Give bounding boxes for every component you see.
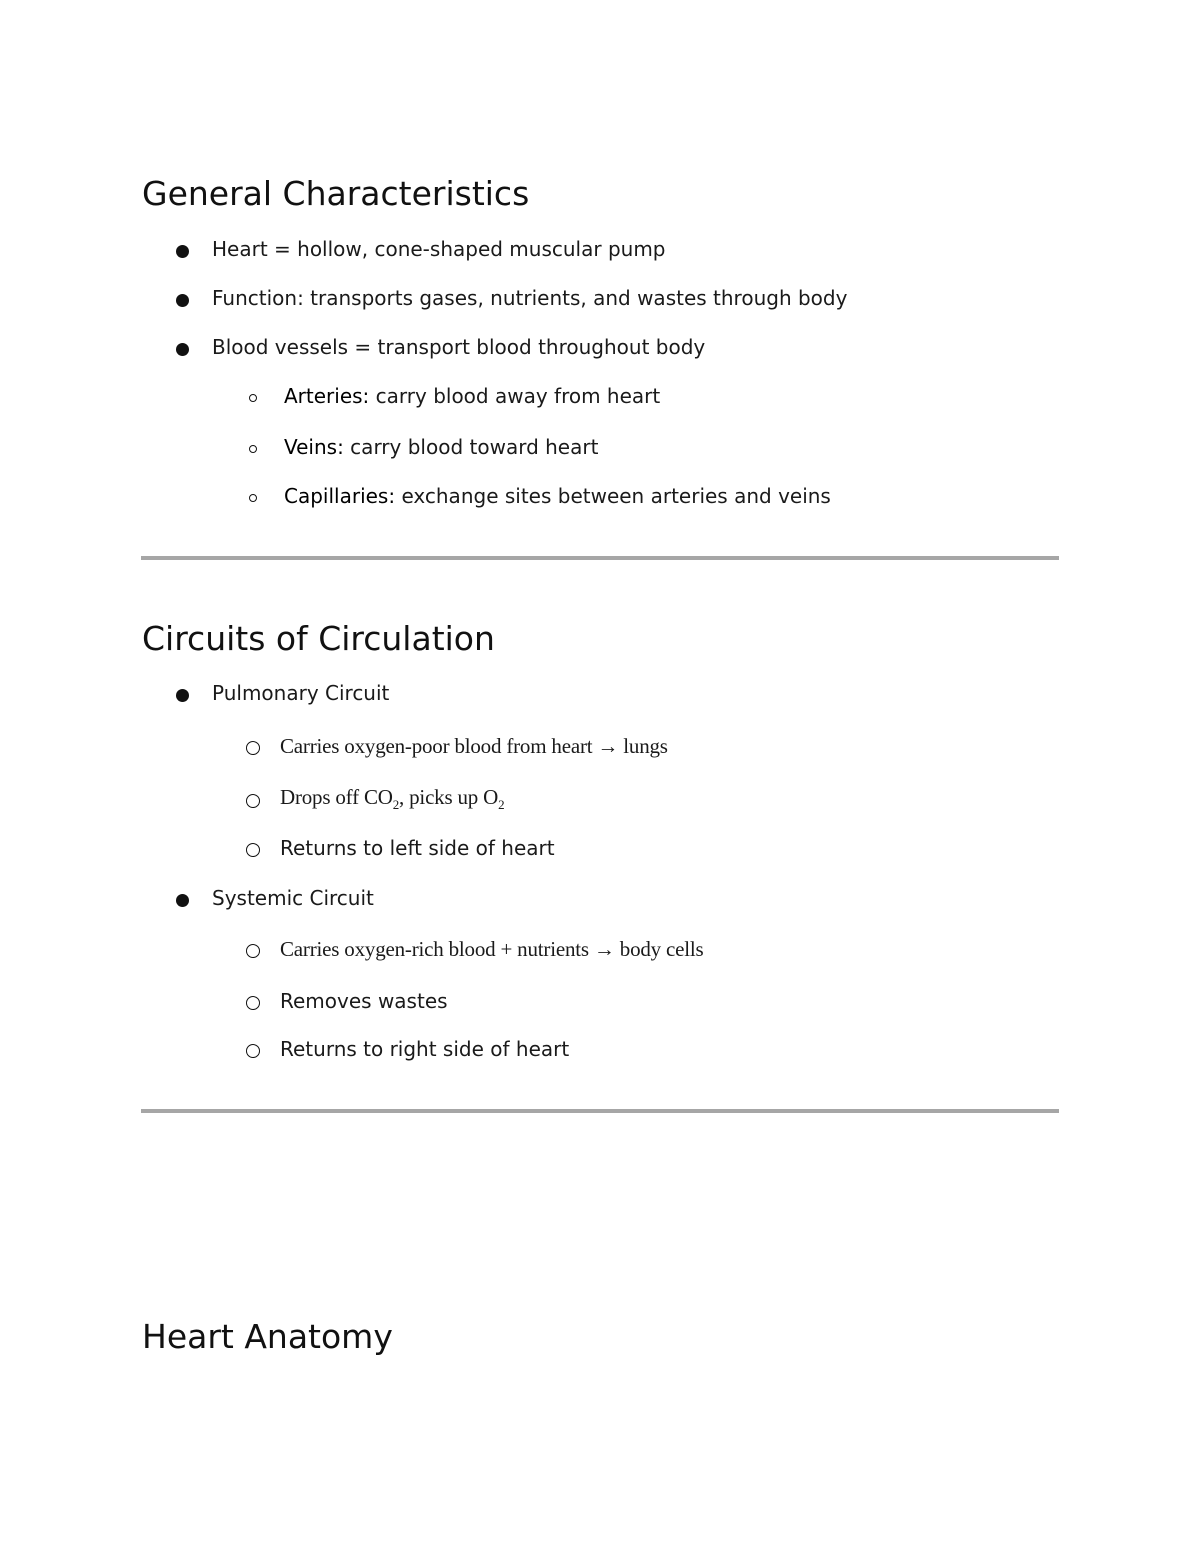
sub-list-item: [246, 986, 448, 1016]
term-label: Arteries:: [284, 384, 370, 408]
horizontal-divider: [141, 556, 1059, 560]
list-item: [176, 234, 666, 264]
ring-bullet-icon: [246, 944, 260, 958]
sub-list-item-text: Returns to left side of heart: [280, 836, 555, 860]
sub-list-item-text: [284, 384, 660, 408]
horizontal-divider: [141, 1109, 1059, 1113]
list-item-text: Pulmonary Circuit: [212, 681, 390, 705]
disc-bullet-icon: [176, 894, 189, 907]
list-item: [176, 332, 705, 362]
sub-list-item: [246, 833, 555, 863]
sub-list-item: [246, 381, 660, 411]
sub-list-item-text: Carries oxygen-rich blood + nutrients → body cells: [280, 936, 704, 961]
term-description: carry blood toward heart: [343, 435, 599, 459]
section-heading-circuits-of-circulation: Circuits of Circulation: [142, 619, 495, 658]
sub-list-item-text: [284, 435, 598, 459]
disc-bullet-icon: [176, 343, 189, 356]
circle-bullet-icon: [249, 394, 257, 402]
list-item: [176, 883, 374, 913]
section-heading-general-characteristics: General Characteristics: [142, 174, 530, 213]
ring-bullet-icon: [246, 843, 260, 857]
term-description: carry blood away from heart: [369, 384, 661, 408]
sub-list-item-text: Removes wastes: [280, 989, 448, 1013]
list-item: [176, 283, 847, 313]
list-item-text: Blood vessels = transport blood throughout body: [212, 335, 706, 359]
subscript: 2: [392, 797, 400, 813]
disc-bullet-icon: [176, 245, 189, 258]
list-item-text: Function: transports gases, nutrients, and wastes through body: [212, 286, 848, 310]
section-heading-heart-anatomy: Heart Anatomy: [142, 1317, 393, 1356]
ring-bullet-icon: [246, 741, 260, 755]
list-item-text: Heart = hollow, cone-shaped muscular pump: [212, 237, 666, 261]
sub-list-item: [246, 432, 598, 462]
sub-list-item-text: [280, 785, 504, 813]
text-part: Drops off CO: [280, 784, 393, 809]
ring-bullet-icon: [246, 1044, 260, 1058]
sub-list-item: [246, 784, 504, 814]
circle-bullet-icon: [249, 494, 257, 502]
list-item-text: Systemic Circuit: [212, 886, 374, 910]
sub-list-item: [246, 481, 831, 511]
term-label: Capillaries:: [284, 484, 396, 508]
ring-bullet-icon: [246, 794, 260, 808]
sub-list-item-text: Returns to right side of heart: [280, 1037, 570, 1061]
sub-list-item: [246, 731, 668, 761]
sub-list-item: [246, 1034, 569, 1064]
disc-bullet-icon: [176, 689, 189, 702]
subscript: 2: [498, 797, 505, 813]
term-label: Veins:: [284, 435, 344, 459]
disc-bullet-icon: [176, 294, 189, 307]
circle-bullet-icon: [249, 445, 257, 453]
ring-bullet-icon: [246, 996, 260, 1010]
text-part: , picks up O: [399, 784, 499, 809]
sub-list-item-text: Carries oxygen-poor blood from heart → lungs: [280, 733, 668, 758]
term-description: exchange sites between arteries and veins: [395, 484, 831, 508]
list-item: [176, 678, 389, 708]
sub-list-item-text: [284, 484, 831, 508]
sub-list-item: [246, 934, 704, 964]
